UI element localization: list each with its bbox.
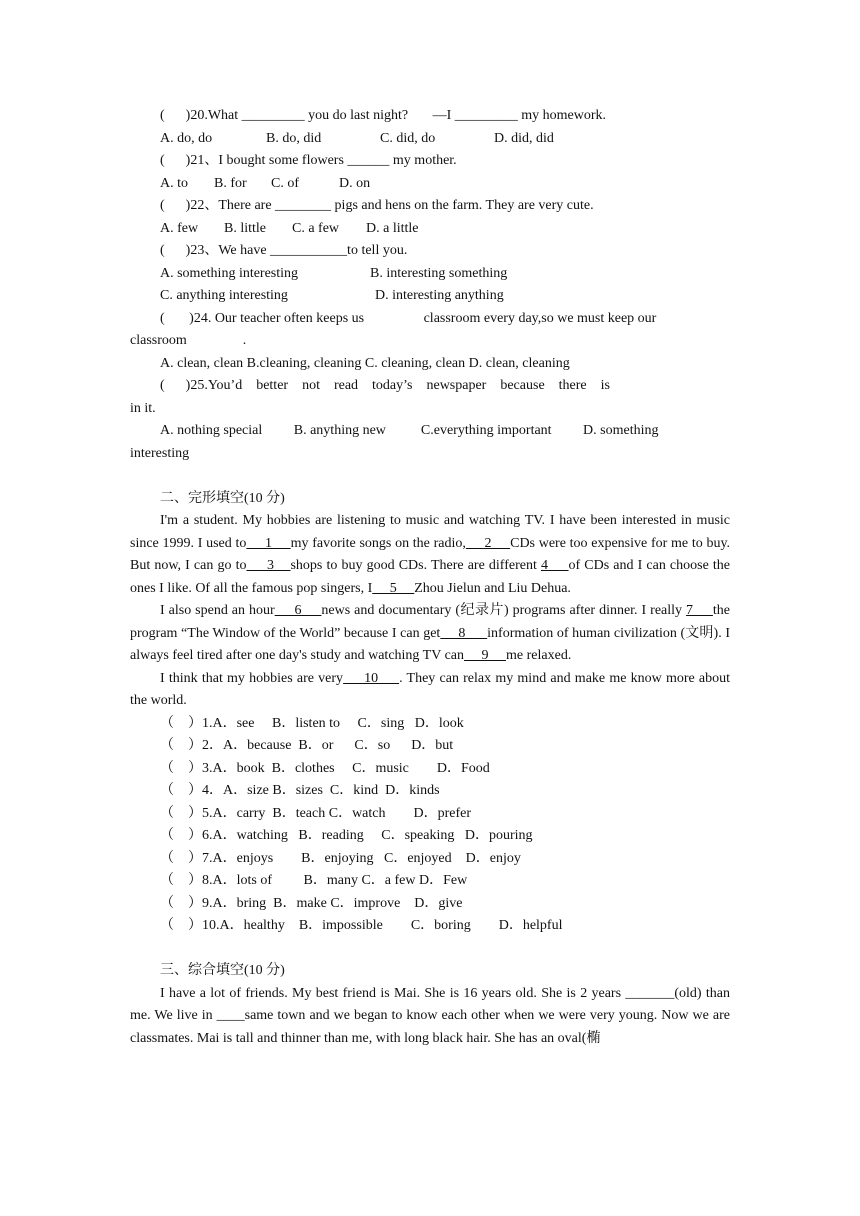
question-21: ( )21、I bought some flowers ______ my mother.: [160, 153, 457, 168]
option: B. do, did: [266, 130, 322, 146]
question-24-line1: ( )24. Our teacher often keeps us classroom every day,so we must keep our: [160, 310, 657, 326]
text: Zhou Jielun and Liu Dehua.: [414, 580, 571, 596]
section-heading-cloze: 二、完形填空(10 分): [160, 490, 285, 506]
question-25-line2: in it.: [130, 400, 156, 416]
cloze-option-row: （ ）8.A．lots of B．many C．a few D．Few: [160, 873, 468, 888]
option: C. a few: [292, 220, 340, 236]
question-24-options: A. clean, clean B.cleaning, cleaning C. cleaning, clean D. clean, cleaning: [160, 355, 570, 371]
cloze-option-row: （ ）2．A．because B．or C．so D．but: [160, 738, 454, 753]
text: I'm a student. My hobbies are listening to music and watching TV. I have been interested in music since 1999. I used to: [130, 513, 730, 551]
cloze-paragraph-3: [130, 668, 730, 713]
option: D. on: [339, 175, 371, 191]
option: B. for: [214, 175, 247, 191]
question-20: ( )20.What _________ you do last night? —I _________ my homework.: [160, 108, 607, 123]
text: I also spend an hour: [160, 603, 275, 618]
cloze-option-row: （ ）3.A．book B．clothes C．music D．Food: [160, 760, 490, 776]
option: A. do, do: [160, 130, 213, 146]
option: C. did, do: [380, 130, 436, 146]
text: my favorite songs on the radio,: [290, 535, 466, 551]
text: . They can relax my mind and make me know more about the world.: [130, 670, 731, 708]
cloze-option-row: （ ）10.A．healthy B．impossible C．boring D．helpful: [160, 918, 563, 933]
blank-2: 2: [465, 535, 511, 551]
option: D. interesting anything: [375, 288, 504, 303]
option: A. to: [160, 175, 188, 191]
blank-3: 3: [246, 558, 291, 573]
blank-1: 1: [246, 535, 291, 551]
option: D. a little: [366, 220, 419, 236]
cloze-option-row: （ ）6.A．watching B．reading C．speaking D．pouring: [160, 828, 533, 843]
cloze-paragraph-1: [130, 510, 730, 600]
option: B. little: [224, 220, 266, 236]
text: I think that my hobbies are very: [160, 670, 344, 686]
blank-7: 7: [686, 603, 713, 618]
blank-10: 10: [343, 670, 400, 686]
cloze-option-row: （ ）5.A．carry B．teach C．watch D．prefer: [160, 805, 472, 821]
worksheet-page: [130, 105, 730, 1050]
option: A. something interesting: [160, 265, 299, 281]
fill-paragraph: I have a lot of friends. My best friend is Mai. She is 16 years old. She is 2 years _______(old) than me. We live in ____same town and we began to know each other when we were very young. Now we are classmates. Mai is tall and thinner than me, with long black hair. She has an oval(椭: [130, 985, 730, 1046]
text: me relaxed.: [506, 648, 572, 663]
question-21-options: [130, 173, 730, 196]
text: shops to buy good CDs. There are different: [290, 558, 541, 573]
blank-6: 6: [274, 603, 322, 618]
question-23-options-b: [130, 285, 730, 308]
section-heading-fill: 三、综合填空(10 分): [160, 963, 285, 978]
cloze-option-row: （ ）9.A．bring B．make C．improve D．give: [160, 895, 463, 911]
text: CDs were too expensive for me to buy. But now, I can go to: [130, 535, 731, 573]
option: A. few: [160, 220, 199, 236]
option: B. interesting something: [370, 265, 508, 281]
blank-9: 9: [464, 648, 507, 663]
question-25-options: A. nothing special B. anything new C.everything important D. something: [160, 423, 659, 438]
option: C. anything interesting: [160, 288, 288, 303]
text: of CDs and I can choose the ones I like. Of all the famous pop singers, I: [130, 558, 731, 596]
question-23: ( )23、We have ___________to tell you.: [160, 243, 408, 258]
blank-8: 8: [440, 625, 488, 641]
option: D. did, did: [494, 130, 554, 146]
cloze-option-row: （ ）1.A．see B．listen to C．sing D．look: [160, 715, 464, 731]
cloze-option-row: （ ）7.A．enjoys B．enjoying C．enjoyed D．enjoy: [160, 850, 521, 866]
question-23-options-a: [130, 263, 730, 286]
cloze-option-row: （ ）4．A．size B．sizes C．kind D．kinds: [160, 783, 440, 798]
text: information of human civilization (文明). I always feel tired after one day's study and watching TV can: [130, 625, 730, 663]
option: C. of: [271, 175, 299, 191]
blank-5: 5: [372, 580, 415, 596]
question-20-options: [130, 128, 730, 151]
question-24-line2: classroom .: [130, 333, 247, 348]
question-25-line1: ( )25.You’d better not read today’s newspaper because there is: [160, 378, 610, 393]
blank-4: 4: [540, 558, 569, 573]
text: the program “The Window of the World” because I can get: [130, 603, 730, 641]
question-22: ( )22、There are ________ pigs and hens on the farm. They are very cute.: [160, 198, 594, 213]
cloze-paragraph-2: [130, 600, 730, 668]
question-22-options: [130, 218, 730, 241]
question-25-options-cont: interesting: [130, 445, 190, 461]
text: news and documentary (纪录片) programs after dinner. I really: [321, 603, 687, 618]
